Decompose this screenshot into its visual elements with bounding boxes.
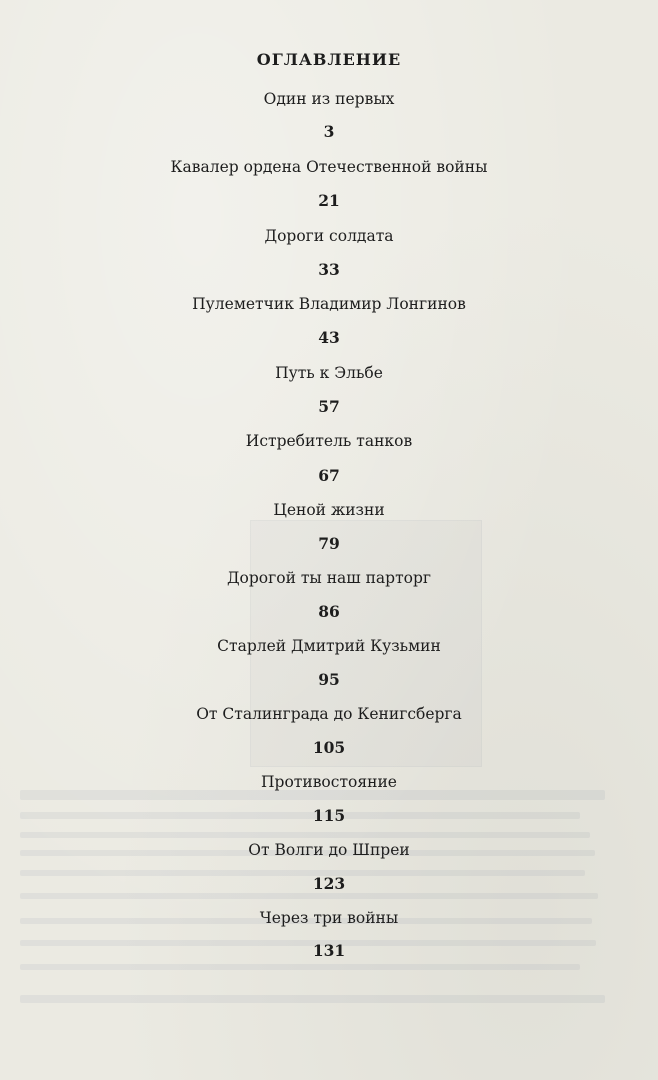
- toc-entry-title: Старлей Дмитрий Кузьмин: [217, 637, 441, 655]
- toc-entry-title: Путь к Эльбе: [275, 364, 383, 382]
- toc-entry-title: Противостояние: [261, 773, 397, 791]
- toc-entry-title: Ценой жизни: [273, 501, 385, 519]
- toc-entry-title: Истребитель танков: [245, 432, 413, 450]
- toc-entry-page: 115: [312, 806, 346, 825]
- toc-entry-title: От Сталинграда до Кенигсберга: [196, 705, 462, 723]
- toc-entry-title: Дороги солдата: [264, 227, 394, 245]
- toc-entry-page: 95: [318, 670, 340, 689]
- toc-entry-page: 105: [312, 738, 346, 757]
- toc-entry-page: 43: [318, 328, 340, 347]
- toc-entry-page: 33: [318, 260, 340, 279]
- toc-entry-page: 131: [312, 941, 346, 960]
- toc-entry-page: 67: [318, 466, 340, 485]
- toc-entry-title: Один из первых: [263, 90, 395, 108]
- toc-entry-title: Через три войны: [259, 909, 399, 927]
- toc-entry-title: Пулеметчик Владимир Лонгинов: [192, 295, 466, 313]
- toc-entry-title: Дорогой ты наш парторг: [226, 569, 432, 587]
- toc-heading: ОГЛАВЛЕНИЕ: [256, 50, 402, 69]
- toc-entry-page: 57: [318, 397, 340, 416]
- toc-entry-title: Кавалер ордена Отечественной войны: [170, 158, 488, 176]
- toc-entry-page: 3: [323, 122, 335, 141]
- toc-entry-page: 123: [312, 874, 346, 893]
- toc-entry-page: 79: [318, 534, 340, 553]
- toc-entry-page: 86: [318, 602, 340, 621]
- toc-entry-page: 21: [318, 191, 340, 210]
- toc-entry-title: От Волги до Шпреи: [248, 841, 410, 859]
